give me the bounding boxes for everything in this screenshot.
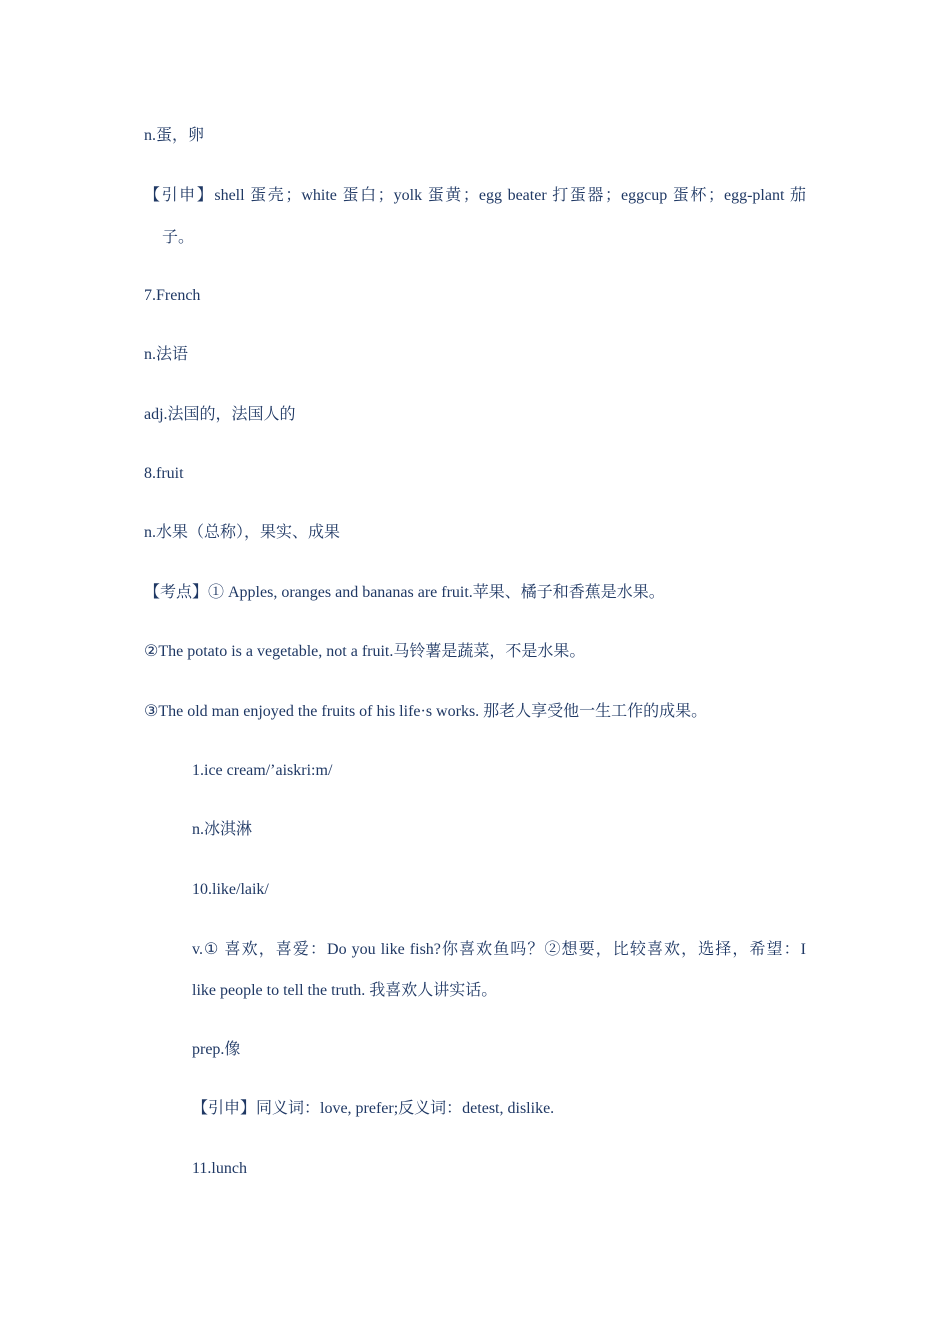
fruit-key-point-1: 【考点】① Apples, oranges and bananas are fruit.苹果、橘子和香蕉是水果。 xyxy=(144,584,665,601)
egg-definition: n.蛋，卵 xyxy=(144,127,205,144)
entry-heading-lunch: 11.lunch xyxy=(192,1160,247,1177)
like-verb-definition: v.① 喜欢，喜爱：Do you like fish?你喜欢鱼吗？②想要，比较喜欢，选择，希望：I xyxy=(192,941,806,958)
fruit-definition: n.水果（总称），果实、成果 xyxy=(144,524,341,541)
fruit-key-point-3: ③The old man enjoyed the fruits of his life·s works. 那老人享受他一生工作的成果。 xyxy=(144,703,708,720)
egg-extension-note: 【引申】shell 蛋壳；white 蛋白；yolk 蛋黄；egg beater 打蛋器；eggcup 蛋杯；egg-plant 茄 xyxy=(144,187,806,204)
like-preposition-definition: prep.像 xyxy=(192,1041,241,1058)
fruit-key-point-2: ②The potato is a vegetable, not a fruit.马铃薯是蔬菜，不是水果。 xyxy=(144,643,586,660)
entry-heading-french: 7.French xyxy=(144,287,201,304)
french-noun-definition: n.法语 xyxy=(144,346,189,363)
entry-heading-like: 10.like/laik/ xyxy=(192,881,269,898)
entry-heading-ice-cream: 1.ice cream/’aiskri:m/ xyxy=(192,762,333,779)
ice-cream-definition: n.冰淇淋 xyxy=(192,821,253,838)
like-extension-note: 【引申】同义词：love, prefer;反义词：detest, dislike. xyxy=(192,1100,555,1117)
french-adjective-definition: adj.法国的，法国人的 xyxy=(144,406,296,423)
entry-heading-fruit: 8.fruit xyxy=(144,465,184,482)
egg-extension-note-continued: 子。 xyxy=(162,229,195,246)
like-verb-definition-continued: like people to tell the truth. 我喜欢人讲实话。 xyxy=(192,982,498,999)
